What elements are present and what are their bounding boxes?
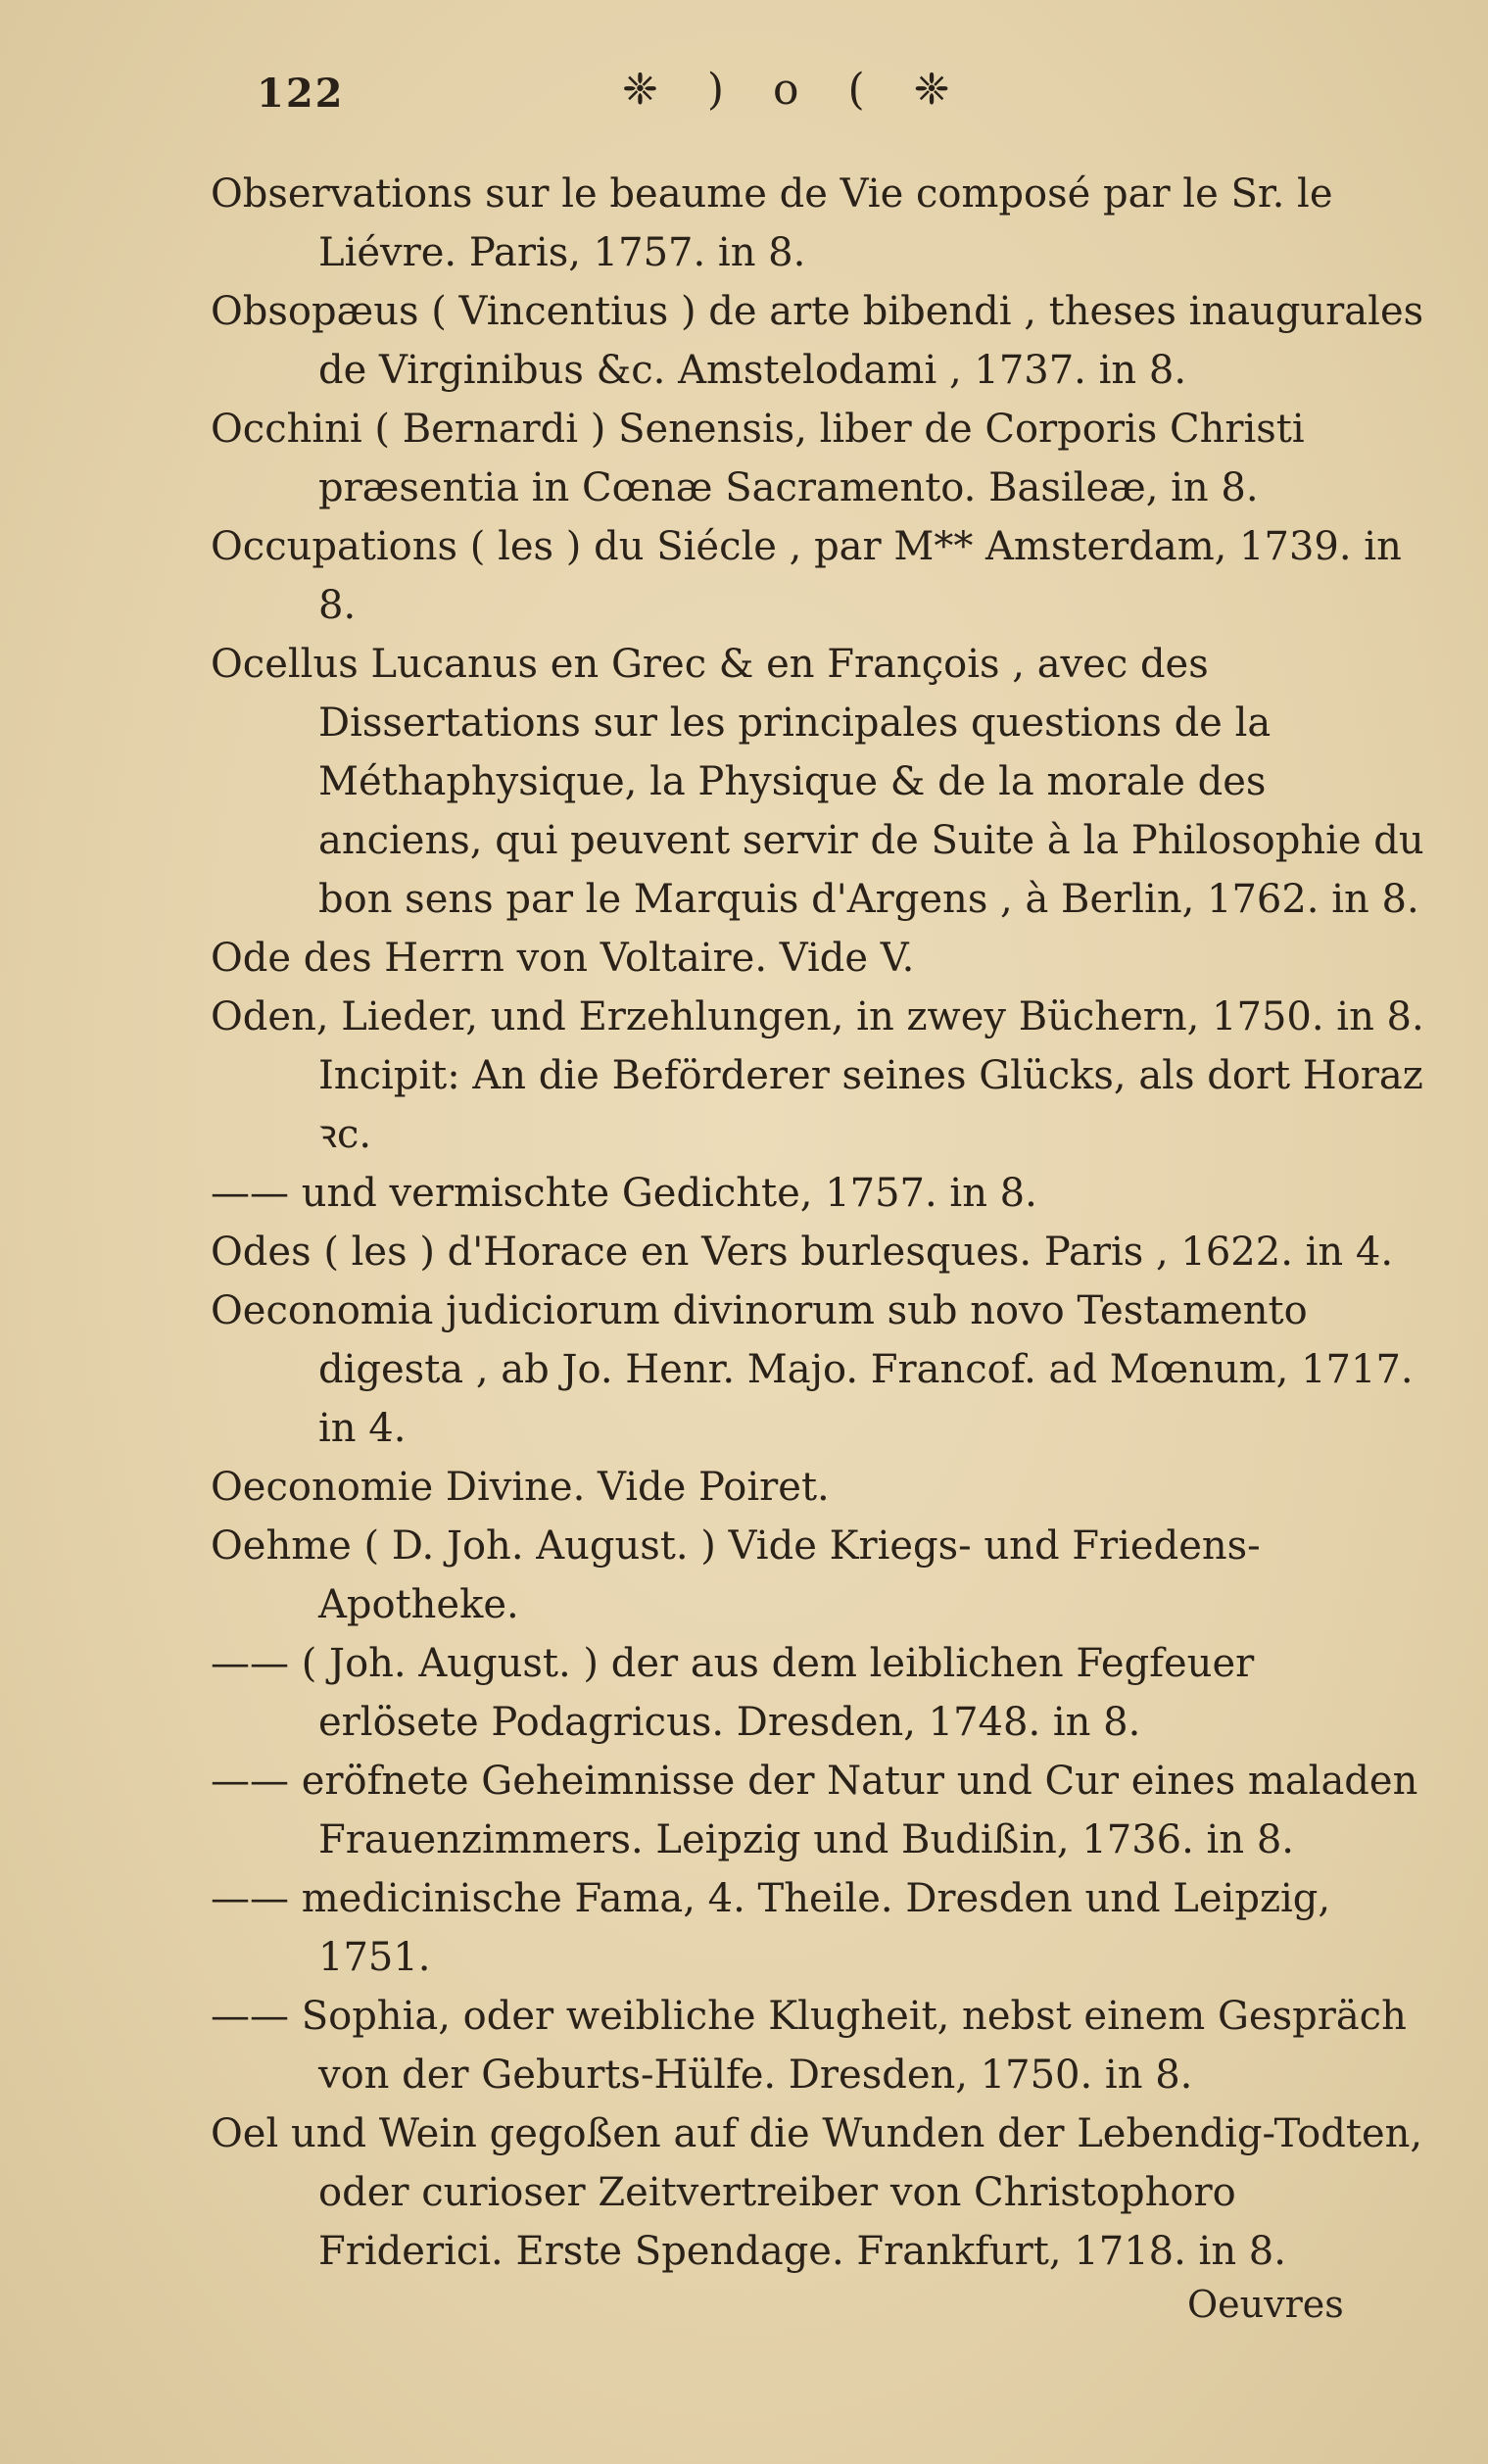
page-number: 122: [257, 71, 345, 117]
catchword: Oeuvres: [1187, 2283, 1344, 2326]
catalogue-entries: [211, 165, 1425, 2281]
entry-ode-voltaire: Ode des Herrn von Voltaire. Vide V.: [211, 936, 915, 981]
header-ornament: ❈ ) o ( ❈: [622, 65, 968, 115]
entry-oehme-3: —— eröfnete Geheimnisse der Natur und Cur eines maladen Frauenzimmers. Leipzig und Budißin, 1736. in 8.: [211, 1759, 1418, 1862]
entry-oeconomie-divine: Oeconomie Divine. Vide Poiret.: [211, 1465, 830, 1510]
entry-obsopaeus: Obsopæus ( Vincentius ) de arte bibendi , theses inaugurales de Virginibus &c. Amstelodami , 1737. in 8.: [211, 289, 1424, 393]
entry-occupations: Occupations ( les ) du Siécle , par M** Amsterdam, 1739. in 8.: [211, 524, 1402, 628]
entry-oehme-5: —— Sophia, oder weibliche Klugheit, nebst einem Gespräch von der Geburts-Hülfe. Dresden, 1750. in 8.: [211, 1994, 1407, 2098]
page-header: [0, 61, 1488, 129]
entry-observations: Observations sur le beaume de Vie composé par le Sr. le Liévre. Paris, 1757. in 8.: [211, 171, 1333, 275]
entry-ocellus-lucanus: Ocellus Lucanus en Grec & en François , avec des Dissertations sur les principales questions de la Méthaphysique, la Physique & de la morale des anciens, qui peuvent servir de Suite à la Philosophie du bon sens par le Marquis d'Argens , à Berlin, 1762. in 8.: [211, 642, 1424, 922]
entry-oehme-1: Oehme ( D. Joh. August. ) Vide Kriegs- und Friedens-Apotheke.: [211, 1523, 1261, 1627]
entry-oden-lieder: Oden, Lieder, und Erzehlungen, in zwey Büchern, 1750. in 8. Incipit: An die Beförderer seines Glücks, als dort Horaz ꝛc.: [211, 994, 1424, 1157]
entry-odes-horace: Odes ( les ) d'Horace en Vers burlesques. Paris , 1622. in 4.: [211, 1230, 1394, 1275]
entry-oehme-4: —— medicinische Fama, 4. Theile. Dresden und Leipzig, 1751.: [211, 1876, 1331, 1980]
entry-oehme-2: —— ( Joh. August. ) der aus dem leiblichen Fegfeuer erlösete Podagricus. Dresden, 1748. in 8.: [211, 1641, 1255, 1745]
entry-oeconomia: Oeconomia judiciorum divinorum sub novo Testamento digesta , ab Jo. Henr. Majo. Francof. ad Mœnum, 1717. in 4.: [211, 1288, 1414, 1451]
entry-oel-und-wein: Oel und Wein gegoßen auf die Wunden der Lebendig-Todten, oder curioser Zeitvertreiber von Christophoro Friderici. Erste Spendage. Frankfurt, 1718. in 8.: [211, 2111, 1423, 2274]
entry-occhini: Occhini ( Bernardi ) Senensis, liber de Corporis Christi præsentia in Cœnæ Sacramento. Basileæ, in 8.: [211, 407, 1305, 510]
entry-vermischte-gedichte: —— und vermischte Gedichte, 1757. in 8.: [211, 1171, 1037, 1216]
